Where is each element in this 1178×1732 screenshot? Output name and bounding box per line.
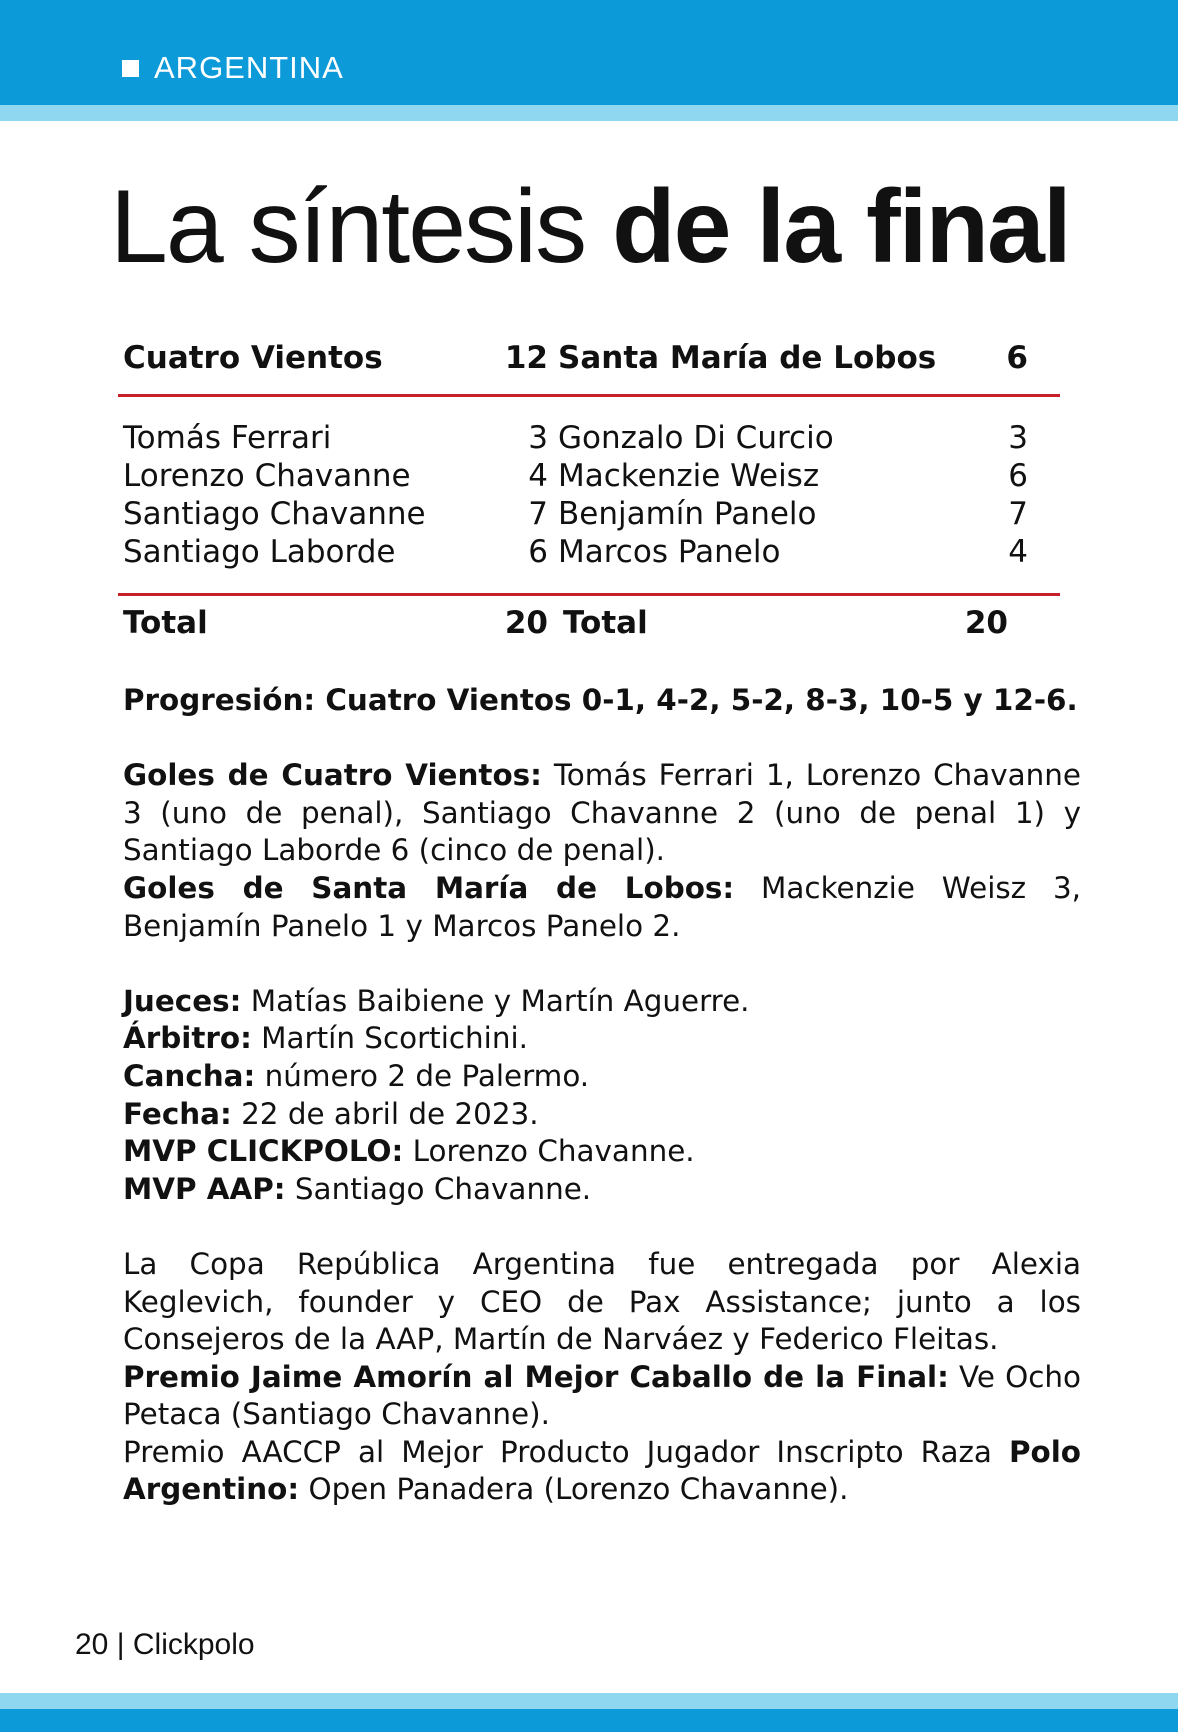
footer-separator: | [116,1628,125,1661]
player-row [118,534,1060,572]
spacer [123,1208,1081,1246]
page-footer [75,1628,255,1662]
player-row [118,420,1060,458]
horse-award-label: Premio Jaime Amorín al Mejor Caballo de la Final: [123,1359,949,1394]
goals-a-text: Tomás Ferrari 1, Lorenzo Chavanne 3 (uno de penal), Santiago Chavanne 2 (uno de penal 1) y Santiago Laborde 6 (cinco de penal). [123,758,1082,868]
goals-b-label: Goles de Santa María de Lobos: [123,870,735,905]
square-bullet-icon [122,60,139,77]
publication-name: Clickpolo [132,1628,255,1661]
team-a-name: Cuatro Vientos [123,340,383,376]
breed-award-text: Premio AACCP al Mejor Producto Jugador Inscripto Raza [123,1434,1009,1469]
total-a: 20 [504,605,548,641]
team-b-score: 6 [1006,340,1028,376]
goals-team-a [123,757,1081,870]
mvp-aap-label: MVP AAP: [123,1171,286,1206]
player-handicap: 3 [1008,420,1028,456]
progression [123,682,1081,720]
page-number: 20 [75,1628,109,1661]
date-text: 22 de abril de 2023. [231,1096,539,1131]
team-b-name: Santa María de Lobos [558,340,937,376]
total-b: 20 [964,605,1008,641]
mvp-clickpolo-text: Lorenzo Chavanne. [403,1134,695,1169]
player-name: Lorenzo Chavanne [123,458,411,494]
field [123,1058,1081,1096]
judges [123,983,1081,1021]
referee-text: Martín Scortichini. [251,1021,528,1056]
goals-a-label: Goles de Cuatro Vientos: [123,758,542,793]
date-label: Fecha: [123,1096,232,1131]
mvp-clickpolo [123,1133,1081,1171]
match-details [123,682,1081,1509]
player-handicap: 4 [528,458,548,494]
page-title [110,170,1070,284]
progression-text: Progresión: Cuatro Vientos 0-1, 4-2, 5-2, 8-3, 10-5 y 12-6. [123,683,1078,717]
player-handicap: 6 [528,534,548,570]
cup-paragraph: La Copa República Argentina fue entregada por Alexia Keglevich, founder y CEO de Pax Assistance; junto a los Consejeros de la AAP, Martín de Narváez y Federico Fleitas. [123,1246,1081,1357]
mvp-aap [123,1171,1081,1209]
player-handicap: 4 [1008,534,1028,570]
players-block [118,420,1060,572]
bottom-accent-band [0,1693,1178,1709]
judges-text: Matías Baibiene y Martín Aguerre. [241,983,750,1018]
bottom-color-band [0,1709,1178,1732]
field-label: Cancha: [123,1058,256,1093]
goals-b-text: Mackenzie Weisz 3, Benjamín Panelo 1 y Marcos Panelo 2. [123,870,1082,943]
score-table [118,340,1060,641]
mvp-clickpolo-label: MVP CLICKPOLO: [123,1134,404,1169]
total-label-a: Total [123,605,208,641]
title-light: La síntesis [110,169,586,285]
divider-bottom [118,593,1060,596]
date [123,1096,1081,1134]
breed-award-label: Polo Argentino: [123,1434,1081,1507]
player-name: Benjamín Panelo [558,496,817,532]
total-label-b: Total [563,605,648,641]
top-accent-band [0,105,1178,121]
player-row [118,458,1060,496]
section-label: ARGENTINA [154,50,344,85]
spacer [123,720,1081,758]
team-a-score: 12 [504,340,548,376]
divider-top [118,394,1060,397]
goals-team-b [123,870,1081,945]
player-name: Tomás Ferrari [123,420,332,456]
referee [123,1020,1081,1058]
player-handicap: 6 [1008,458,1028,494]
player-name: Marcos Panelo [558,534,781,570]
horse-award-text: Ve Ocho Petaca (Santiago Chavanne). [123,1359,1082,1432]
player-name: Gonzalo Di Curcio [558,420,834,456]
title-bold: de la final [612,169,1070,285]
horse-award [123,1359,1081,1434]
totals-row [118,605,1060,643]
player-name: Santiago Chavanne [123,496,426,532]
player-row [118,496,1060,534]
field-text: número 2 de Palermo. [255,1058,590,1093]
spacer [123,945,1081,983]
player-handicap: 7 [528,496,548,532]
breed-award [123,1434,1081,1509]
player-name: Mackenzie Weisz [558,458,820,494]
team-header-row [118,340,1060,378]
referee-label: Árbitro: [123,1021,252,1056]
judges-label: Jueces: [123,983,242,1018]
player-handicap: 3 [528,420,548,456]
player-handicap: 7 [1008,496,1028,532]
mvp-aap-text: Santiago Chavanne. [285,1171,592,1206]
section-tag [122,50,344,86]
breed-award-rest: Open Panadera (Lorenzo Chavanne). [299,1472,849,1507]
player-name: Santiago Laborde [123,534,396,570]
